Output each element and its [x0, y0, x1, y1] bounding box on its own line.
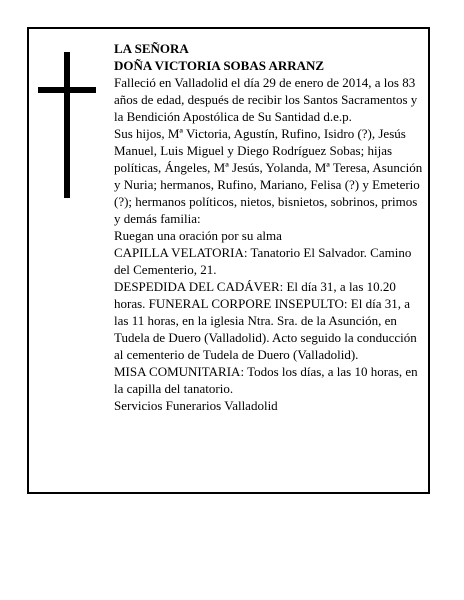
cross-horizontal-bar	[38, 87, 96, 93]
latin-cross-icon	[38, 52, 96, 198]
heading-title: LA SEÑORA	[114, 41, 189, 56]
chapel-info: CAPILLA VELATORIA: Tanatorio El Salvador. Camino del Cementerio, 21.	[114, 245, 412, 277]
funeral-info: DESPEDIDA DEL CADÁVER: El día 31, a las 10.20 horas. FUNERAL CORPORE INSEPULTO: El día 31, a las 11 horas, en la iglesia Ntra. Sra. de la Asunción, en Tudela de Duero (Valladolid). Acto seguido la conducción al cementerio de Tudela de Duero (Valladolid).	[114, 279, 417, 362]
obituary-text	[114, 40, 424, 414]
family-list: Sus hijos, Mª Victoria, Agustín, Rufino, Isidro (?), Jesús Manuel, Luis Miguel y Diego Rodríguez Sobas; hijas políticas, Ángeles, Mª Jesús, Yolanda, Mª Teresa, Asunción y Nuria; hermanos, Rufino, Mariano, Felisa (?) y Emeterio (?); hermanos políticos, nietos, bisnietos, sobrinos, primos y demás familia:	[114, 126, 423, 226]
prayer-request: Ruegan una oración por su alma	[114, 228, 282, 243]
mass-info: MISA COMUNITARIA: Todos los días, a las 10 horas, en la capilla del tanatorio.	[114, 364, 418, 396]
deceased-name: DOÑA VICTORIA SOBAS ARRANZ	[114, 58, 325, 73]
death-announcement: Falleció en Valladolid el día 29 de enero de 2014, a los 83 años de edad, después de recibir los Santos Sacramentos y la Bendición Apostólica de Su Santidad d.e.p.	[114, 75, 418, 124]
funeral-services: Servicios Funerarios Valladolid	[114, 398, 278, 413]
cross-vertical-bar	[64, 52, 70, 198]
